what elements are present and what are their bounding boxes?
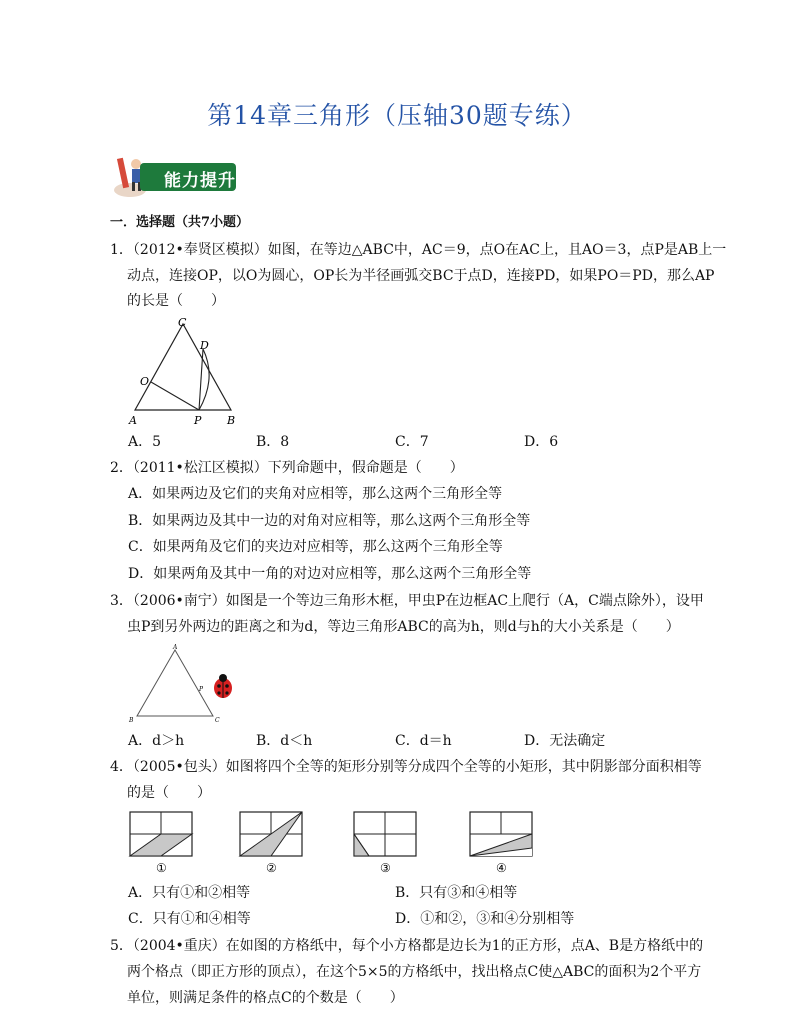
section-heading: 一．选择题（共7小题） (110, 215, 250, 230)
figure-label-2: ② (266, 861, 277, 874)
q3-triangle-figure (125, 642, 245, 728)
q2-option-c: C．如果两角及它们的夹边对应相等，那么这两个三角形全等 (128, 539, 503, 555)
q4-option-a: A．只有①和②相等 (128, 885, 251, 901)
badge-label: 能力提升 (164, 171, 236, 191)
figure-label-3: ③ (380, 861, 391, 874)
ladybug-icon (214, 674, 232, 698)
q4-figure-4 (468, 810, 536, 874)
page-title: 第14章三角形（压轴30题专练） (207, 101, 587, 130)
q5-line-2: 两个格点（即正方形的顶点），在这个5×5的方格纸中，找出格点C使△ABC的面积为2个平方 (127, 964, 702, 980)
q4-line-1: 4．（2005•包头）如图将四个全等的矩形分别等分成四个全等的小矩形，其中阴影部分面积相等 (110, 759, 702, 775)
q4-figure-2 (238, 810, 306, 874)
label-b: B (227, 414, 236, 427)
q5-line-1: 5．（2004•重庆）在如图的方格纸中，每个小方格都是边长为1的正方形，点A、B是方格纸中的 (110, 938, 704, 954)
q3-line-1: 3．（2006•南宁）如图是一个等边三角形木框，甲虫P在边框AC上爬行（A，C端点除外），设甲 (110, 593, 704, 609)
q4-option-d: D．①和②，③和④分别相等 (395, 911, 575, 927)
q1-option-c: C．7 (395, 434, 429, 450)
q4-option-b: B．只有③和④相等 (395, 885, 518, 901)
q1-option-b: B．8 (256, 434, 290, 450)
label-p: P (199, 686, 204, 693)
ability-badge (112, 152, 240, 198)
q3-option-c: C．d＝h (395, 733, 452, 749)
q1-triangle-figure (125, 312, 245, 430)
label-o: O (140, 375, 150, 388)
q1-line-2: 动点，连接OP，以O为圆心，OP长为半径画弧交BC于点D，连接PD，如果PO＝PD，那么AP (127, 268, 715, 284)
q1-line-1: 1．（2012•奉贤区模拟）如图，在等边△ABC中，AC＝9，点O在AC上，且AO＝3，点P是AB上一 (110, 242, 727, 258)
q1-line-3: 的长是（ ） (127, 293, 225, 309)
q3-option-d: D．无法确定 (524, 733, 606, 749)
label-a: A (173, 644, 178, 651)
label-p: P (194, 414, 202, 427)
q2-option-a: A．如果两边及它们的夹角对应相等，那么这两个三角形全等 (128, 486, 503, 502)
q1-option-d: D．6 (524, 434, 559, 450)
q1-option-a: A．5 (128, 434, 162, 450)
label-c: C (215, 717, 220, 724)
q4-option-c: C．只有①和④相等 (128, 911, 251, 927)
q4-line-2: 的是（ ） (127, 785, 211, 801)
q5-line-3: 单位，则满足条件的格点C的个数是（ ） (127, 990, 404, 1006)
q3-option-a: A．d＞h (128, 733, 185, 749)
label-a: A (129, 414, 137, 427)
q4-figure-1 (128, 810, 196, 874)
q4-figure-3 (352, 810, 420, 874)
q2-stem: 2．（2011•松江区模拟）下列命题中，假命题是（ ） (110, 460, 464, 476)
q3-line-2: 虫P到另外两边的距离之和为d，等边三角形ABC的高为h，则d与h的大小关系是（ ） (127, 619, 680, 635)
q2-option-b: B．如果两边及其中一边的对角对应相等，那么这两个三角形全等 (128, 513, 531, 529)
label-d: D (200, 339, 209, 352)
figure-label-4: ④ (496, 861, 507, 874)
label-c: C (178, 316, 187, 329)
q3-option-b: B．d＜h (256, 733, 313, 749)
figure-label-1: ① (156, 861, 167, 874)
q2-option-d: D．如果两角及其中一角的对边对应相等，那么这两个三角形全等 (128, 566, 532, 582)
label-b: B (129, 717, 134, 724)
